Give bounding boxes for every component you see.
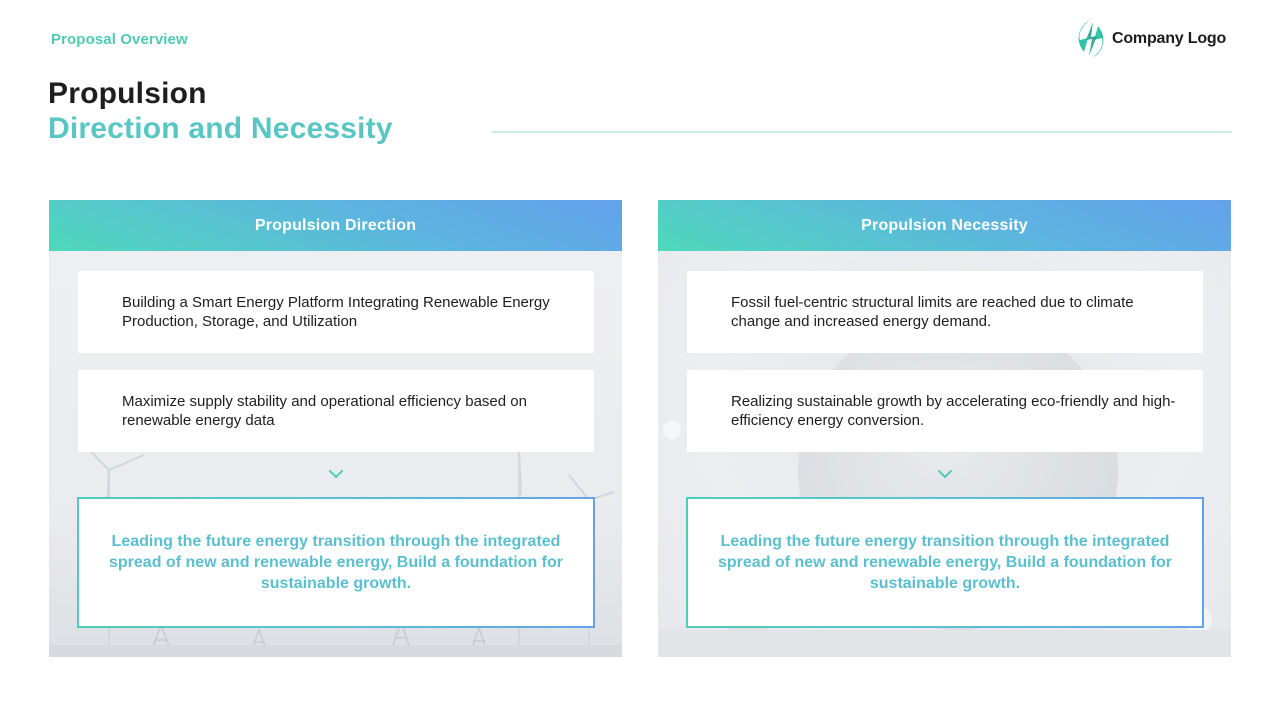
chevron-down-icon <box>327 468 345 480</box>
necessity-panel <box>658 200 1231 657</box>
page-subtitle: Direction and Necessity <box>48 112 393 145</box>
section-label: Proposal Overview <box>51 31 188 48</box>
necessity-card-2-text: Realizing sustainable growth by accelerating eco-friendly and high-efficiency energy conversion. <box>731 393 1176 429</box>
necessity-card-1 <box>687 271 1203 353</box>
necessity-card-1-text: Fossil fuel-centric structural limits are reached due to climate change and increased energy demand. <box>731 294 1134 330</box>
lightning-leaf-logo-icon <box>1076 18 1106 60</box>
direction-card-1-text: Building a Smart Energy Platform Integrating Renewable Energy Production, Storage, and Utilization <box>122 294 550 330</box>
direction-panel-title: Propulsion Direction <box>254 216 417 234</box>
necessity-summary-box <box>686 497 1204 628</box>
necessity-card-2 <box>687 370 1203 452</box>
necessity-summary-text: Leading the future energy transition through the integrated spread of new and renewable energy, Build a foundation for sustainable growth. <box>718 533 1172 592</box>
necessity-panel-title: Propulsion Necessity <box>861 216 1028 234</box>
title-divider <box>492 131 1232 133</box>
direction-summary-box <box>77 497 595 628</box>
necessity-panel-header <box>658 200 1231 251</box>
company-logo[interactable] <box>1076 18 1226 60</box>
direction-panel <box>49 200 622 657</box>
chevron-down-icon <box>936 468 954 480</box>
page-title: Propulsion <box>48 77 207 110</box>
direction-card-2 <box>78 370 594 452</box>
direction-card-1 <box>78 271 594 353</box>
direction-panel-header <box>49 200 622 251</box>
direction-card-2-text: Maximize supply stability and operational efficiency based on renewable energy data <box>122 393 527 429</box>
direction-summary-text: Leading the future energy transition through the integrated spread of new and renewable energy, Build a foundation for sustainable growth. <box>109 533 563 592</box>
company-logo-text: Company Logo <box>1112 30 1227 47</box>
